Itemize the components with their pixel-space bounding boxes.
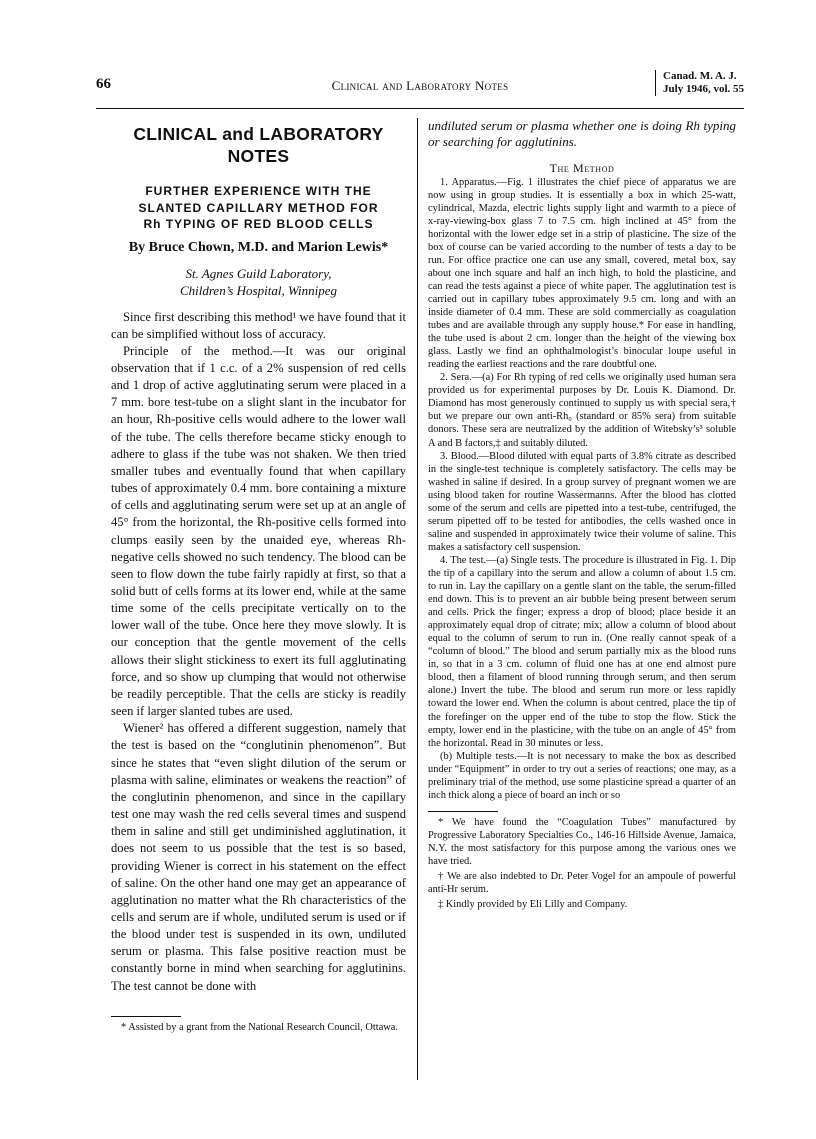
footnote: * We have found the “Coagulation Tubes” manufactured by Progressive Laboratory Specialties Co., 146-16 Hillside Avenue, Jamaica, N.Y. the most satisfactory for this purpose among the various ones we have tried. <box>428 816 736 867</box>
paragraph: Since first describing this method¹ we have found that it can be simplified without loss of accuracy. <box>111 309 406 341</box>
journal-name: Canad. M. A. J. <box>663 70 737 82</box>
page-number: 66 <box>96 76 111 92</box>
right-column <box>428 118 736 913</box>
paragraph: 4. The test.—(a) Single tests. The procedure is illustrated in Fig. 1. Dip the tip of a capillary into the serum and allow a column of about 1.5 cm. to run in. Lay the capillary on a gentle slant on the table, the serum-filled end down. This is to prevent an air bubble being present between serum and cells. Prick the finger; express a drop of blood; place beside it an approximately equal drop of citrate; mix; allow a column of blood about equal to the column of serum to run in. (One really cannot speak of a “column of blood.” The blood and serum partially mix as the blood runs in, so that in a 3 cm. column of fluid one has at one end almost pure blood, then a filament of blood running through serum, and then serum alone.) Invert the tube. The blood and serum run more or less rapidly toward the lower end. When the column is about centred, place the tip of the forefinger on the upper end of the tube to stop the flow. Stick the empty, lower end in the plasticine, with the tube on an angle of 45° from the horizontal. Read in 30 minutes or less. <box>428 554 736 749</box>
paragraph: 3. Blood.—Blood diluted with equal parts of 3.8% citrate as described in the single-test technique is completely satisfactory. The cells may be washed in saline if desired. In a group survey of pregnant women we are using blood taken for routine Wassermanns. After the blood has clotted some of the serum and cells are pipetted into a test-tube, centrifuged, the serum pipetted off to be tested for antibodies, the cells washed once in saline and suspended in approximately twice their volume of saline. This makes a satisfactory cell suspension. <box>428 450 736 553</box>
journal-issue: July 1946, vol. 55 <box>663 83 744 95</box>
paragraph: 2. Sera.—(a) For Rh typing of red cells we originally used human sera provided us for experimental purposes by Dr. Louis K. Diamond. Dr. Diamond has most generously continued to supply us with special sera,† but we prepare our own anti-Rh₀ (standard or 85% sera) from suitable donors. These sera are neutralized by the addition of Witebsky’s³ soluble A and B factors,‡ and suitably diluted. <box>428 372 736 449</box>
paragraph: (b) Multiple tests.—It is not necessary to make the box as described under “Equipment” in order to try out a series of reactions; one may, as a preliminary trial of the method, use some plasticine spread a quarter of an inch thick along a piece of board an inch or so <box>428 750 736 801</box>
article-title-line: Rh TYPING OF RED BLOOD CELLS <box>143 217 374 231</box>
page-header <box>96 70 744 108</box>
section-title <box>111 123 406 167</box>
affiliation <box>111 265 406 299</box>
affiliation-line: Children’s Hospital, Winnipeg <box>179 282 338 298</box>
method-heading: The Method <box>549 160 615 175</box>
article-title-line: SLANTED CAPILLARY METHOD FOR <box>138 200 379 215</box>
paragraph: Principle of the method.—It was our original observation that if 1 c.c. of a 2% suspension of red cells and 1 drop of active agglutinating serum were placed in a 7 mm. bore test-tube on a slight slant in the incubator for an hour, Rh-positive cells would adhere to the lower wall of the tube. The cells therefore became sticky enough to adhere to glass if the tube was not shaken. We then tried smaller tubes and eventually found that when capillary tubes of approximately 0.4 mm. bore containing a mixture of cells and agglutinating serum were set up at an angle of 45° from the horizontal, the Rh-positive cells formed into clumps easily seen by the unaided eye, whereas Rh-negative cells showed no such tendency. The blood can be seen to flow down the tube fairly rapidly at first, so that a solid butt of cells forms at its lower end, while at the same time some of the cells precipitate vertically on to the lower wall of the tube. Once here they move slowly. It is our conception that the gentle movement of the cells allows their slight stickiness to exert its full agglutinating force, and so show up clumping that would not otherwise be readily perceptible. That the cells are sticky is readily seen if larger slanted tubes are used. <box>111 343 406 719</box>
byline: By Bruce Chown, M.D. and Marion Lewis* <box>128 239 389 255</box>
right-footnotes <box>428 811 736 911</box>
footnote-rule <box>111 1016 181 1017</box>
lede-continuation: undiluted serum or plasma whether one is doing Rh typing or searching for agglutinins. <box>428 118 736 149</box>
journal-citation <box>655 70 744 96</box>
section-title-line: NOTES <box>227 146 290 166</box>
left-column <box>111 123 406 995</box>
footnote: * Assisted by a grant from the National Research Council, Ottawa. <box>121 1022 399 1033</box>
affiliation-line: St. Agnes Guild Laboratory, <box>185 265 332 281</box>
footnote: ‡ Kindly provided by Eli Lilly and Company. <box>438 898 628 910</box>
header-rule <box>96 108 744 109</box>
footnote-rule <box>428 811 498 812</box>
left-footnotes <box>111 1016 406 1034</box>
section-title-line: CLINICAL and LABORATORY <box>133 124 384 144</box>
paragraph: Wiener² has offered a different suggestion, namely that the test is based on the “conglutinin phenomenon”. But since he states that “even slight dilution of the serum or plasma with saline, eliminates or weakens the reaction” of the conglutinin phenomenon, and since in the capillary test one may wash the red cells several times and suspend them in saline and still get undiminished agglutination, it does not seem to us possible that the test is so based, providing Wiener is correct in his statement on the effect of saline. On the other hand one may get an appearance of agglutination no matter what the Rh characteristics of the cells and serum are if whole, undiluted serum is used or if the blood under test is suspended in its own, undiluted serum or plasma. This false positive reaction must be constantly borne in mind when searching for agglutinins. The test cannot be done with <box>111 721 406 993</box>
footnote: † We are also indebted to Dr. Peter Vogel for an ampoule of powerful anti-Hr serum. <box>428 870 736 895</box>
running-head: Clinical and Laboratory Notes <box>331 78 509 93</box>
column-divider <box>417 118 418 1080</box>
article-title-line: FURTHER EXPERIENCE WITH THE <box>145 184 372 198</box>
paragraph: 1. Apparatus.—Fig. 1 illustrates the chief piece of apparatus we are now using in group studies. It is essentially a box in which 25-watt, cylindrical, Mazda, electric lights supply light and warmth to a piece of x-ray-viewing-box glass 7 to 7.5 cm. high inclined at 45° from the horizontal with the lower edge set in a strip of plasticine. The size of the box of course can be varied according to the number of tests a day to be run. For office practice one can use any small, covered, metal box, say about one inch square and half an inch high, to hold the plasticine, and can read the tests against a piece of white paper. The agglutination test is carried out in capillary tubes approximately 9.5 cm. long and with an inside diameter of 0.4 mm. These are sold commercially as coagulation tubes and are available through any supply house.* For ease in handling, the tube used is about 2 cm. longer than the height of the viewing box glass. Lastly we find an ophthalmologist’s binocular loupe useful in reading the earliest reactions and the rare doubtful one. <box>428 176 736 371</box>
article-title <box>111 183 406 233</box>
